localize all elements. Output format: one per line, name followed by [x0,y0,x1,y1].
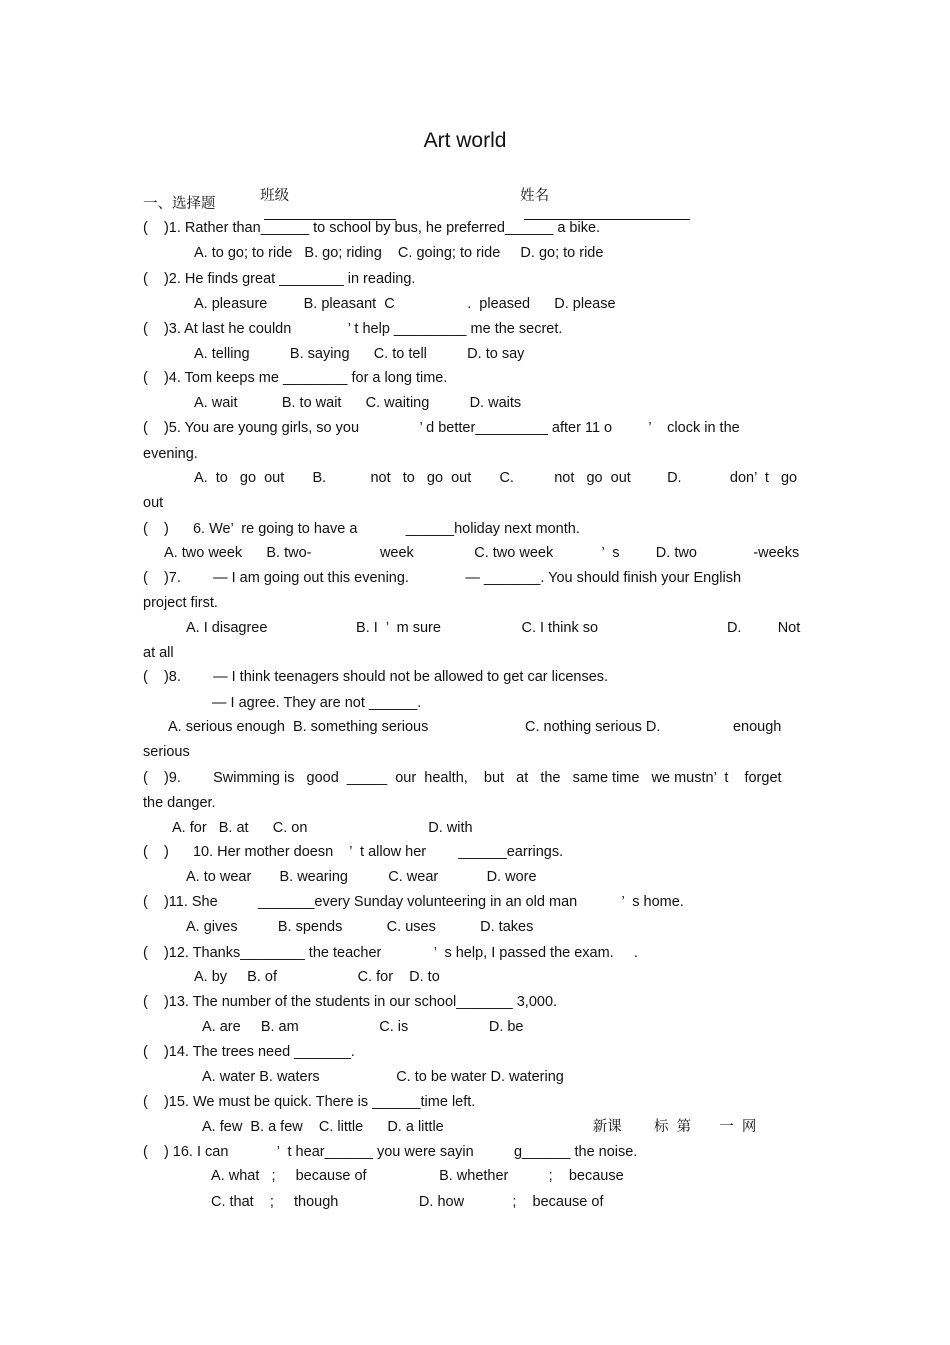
question-7-cont: project first. [143,595,218,611]
question-6: ( ) 6. We’ re going to have a ______holiday next month. [143,521,580,537]
question-12: ( )12. Thanks________ the teacher ’ s help, I passed the exam. . [143,945,638,961]
name-blank [524,205,690,220]
question-9: ( )9. Swimming is good _____ our health, but at the same time we mustn’ t forget [143,770,782,786]
options-7: A. I disagree B. I ’ m sure C. I think so D. Not [186,620,801,636]
question-13: ( )13. The number of the students in our school_______ 3,000. [143,994,558,1010]
options-4: A. wait B. to wait C. waiting D. waits [194,395,522,411]
question-5: ( )5. You are young girls, so you ’ d better_________ after 11 o ’ clock in the [143,420,740,436]
options-11: A. gives B. spends C. uses D. takes [186,919,534,935]
question-2: ( )2. He finds great ________ in reading. [143,271,416,287]
options-3: A. telling B. saying C. to tell D. to say [194,346,525,362]
question-1: ( )1. Rather than______ to school by bus, he preferred______ a bike. [143,220,601,236]
options-16-cd: C. that ; though D. how ; because of [211,1194,604,1210]
options-16-ab: A. what ; because of B. whether ; because [211,1168,624,1184]
options-2: A. pleasure B. pleasant C . pleased D. please [194,296,616,312]
options-1: A. to go; to ride B. go; riding C. going; to ride D. go; to ride [194,245,604,261]
question-9-cont: the danger. [143,795,216,811]
options-7-cont: at all [143,645,174,661]
options-13: A. are B. am C. is D. be [202,1019,524,1035]
section-heading: 一、选择题 [143,196,216,212]
options-5: A. to go out B. not to go out C. not go out D. don’ t go [194,470,798,486]
name-label: 姓名 [520,188,550,204]
options-14: A. water B. waters C. to be water D. watering [202,1069,564,1085]
options-15: A. few B. a few C. little D. a little 新课 标 第 一 网 [202,1119,757,1135]
options-8: A. serious enough B. something serious C. nothing serious D. enough [168,719,782,735]
class-label: 班级 [260,188,290,204]
question-10: ( ) 10. Her mother doesn ’ t allow her ______earrings. [143,844,564,860]
question-8-reply: — I agree. They are not ______. [212,695,422,711]
options-8-cont: serious [143,744,190,760]
page-title: Art world [423,129,507,152]
class-blank [264,205,396,220]
question-3: ( )3. At last he couldn ’ t help _________ me the secret. [143,321,563,337]
question-16: ( ) 16. I can ’ t hear______ you were sayin g______ the noise. [143,1144,638,1160]
question-14: ( )14. The trees need _______. [143,1044,355,1060]
options-9: A. for B. at C. on D. with [172,820,473,836]
question-5-cont: evening. [143,446,198,462]
question-15: ( )15. We must be quick. There is ______time left. [143,1094,476,1110]
question-11: ( )11. She _______every Sunday volunteering in an old man ’ s home. [143,894,684,910]
options-5-cont: out [143,495,164,511]
question-7: ( )7. — I am going out this evening. — _______. You should finish your English [143,570,742,586]
question-8: ( )8. — I think teenagers should not be allowed to get car licenses. [143,669,609,685]
question-4: ( )4. Tom keeps me ________ for a long time. [143,370,448,386]
options-6: A. two week B. two- week C. two week ’ s D. two -weeks [164,545,800,561]
options-12: A. by B. of C. for D. to [194,969,440,985]
options-10: A. to wear B. wearing C. wear D. wore [186,869,537,885]
